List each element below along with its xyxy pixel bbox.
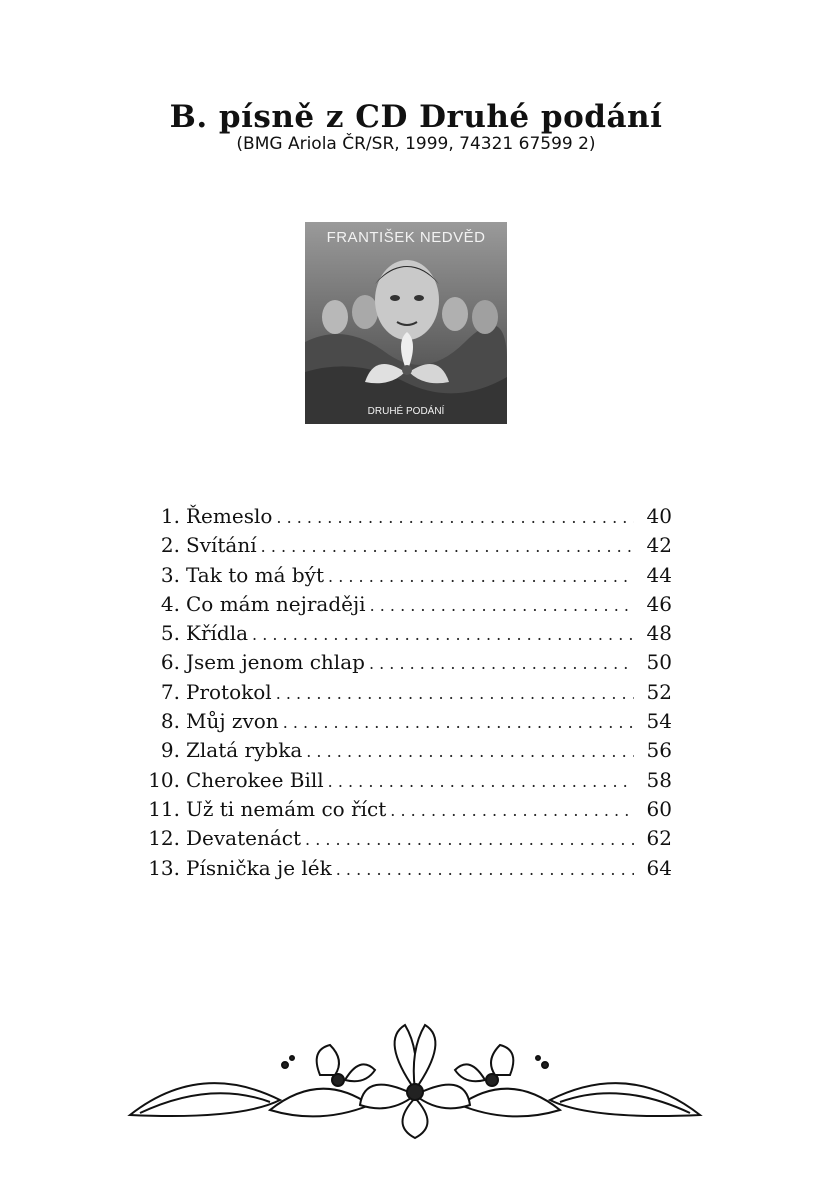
song-number: 12. — [148, 826, 180, 851]
song-row — [140, 504, 672, 533]
song-title: Cherokee Bill — [186, 767, 324, 792]
dot-leader — [306, 742, 634, 761]
song-row — [140, 592, 672, 621]
dot-leader — [305, 830, 634, 849]
floral-ornament — [120, 1020, 710, 1140]
song-page-number: 60 — [646, 796, 672, 821]
cover-artist-text: FRANTIŠEK NEDVĚD — [326, 229, 486, 246]
dot-leader — [336, 860, 634, 879]
song-row — [140, 826, 672, 855]
song-title: Písnička je lék — [186, 855, 332, 880]
song-row — [140, 797, 672, 826]
dot-leader — [283, 713, 634, 732]
song-page-number: 42 — [646, 533, 672, 558]
dot-leader — [328, 772, 634, 791]
song-page-number: 62 — [646, 826, 672, 851]
song-title: Už ti nemám co říct — [186, 796, 387, 821]
song-page-number: 56 — [646, 738, 672, 763]
song-page-number: 64 — [646, 855, 672, 880]
song-number: 4. — [160, 591, 180, 616]
song-title: Svítání — [186, 533, 257, 558]
dot-leader — [276, 508, 634, 527]
cover-album-text: DRUHÉ PODÁNÍ — [367, 406, 445, 417]
song-number: 3. — [160, 562, 180, 587]
song-page-number: 52 — [646, 679, 672, 704]
song-number: 5. — [160, 621, 180, 646]
dot-leader — [276, 684, 634, 703]
song-page-number: 48 — [646, 621, 672, 646]
song-number: 8. — [160, 709, 180, 734]
song-number: 1. — [160, 504, 180, 528]
song-number: 10. — [148, 767, 180, 792]
song-row — [140, 738, 672, 767]
song-page-number: 46 — [646, 591, 672, 616]
song-number: 7. — [160, 679, 180, 704]
dot-leader — [390, 801, 634, 820]
song-title: Devatenáct — [186, 826, 302, 851]
dot-leader — [252, 625, 634, 644]
song-title: Jsem jenom chlap — [186, 650, 365, 675]
song-title: Protokol — [186, 679, 272, 704]
song-page-number: 50 — [646, 650, 672, 675]
song-row — [140, 533, 672, 562]
song-row — [140, 650, 672, 679]
dot-leader — [370, 596, 634, 615]
song-title: Křídla — [186, 621, 249, 646]
song-title: Co mám nejraději — [186, 591, 366, 616]
album-cover-image — [305, 222, 507, 424]
song-title: Můj zvon — [186, 709, 279, 734]
song-row — [140, 856, 672, 885]
song-title: Zlatá rybka — [186, 738, 303, 763]
song-number: 13. — [148, 855, 180, 880]
dot-leader — [328, 567, 634, 586]
dot-leader — [261, 537, 634, 556]
song-number: 2. — [160, 533, 180, 558]
song-row — [140, 563, 672, 592]
song-page-number: 58 — [646, 767, 672, 792]
song-row — [140, 680, 672, 709]
dot-leader — [369, 654, 634, 673]
song-number: 11. — [148, 796, 180, 821]
song-page-number: 44 — [646, 562, 672, 587]
song-number: 6. — [160, 650, 180, 675]
song-title: Tak to má být — [186, 562, 325, 587]
page-title: B. písně z CD Druhé podání — [169, 98, 663, 135]
song-title: Řemeslo — [186, 504, 273, 528]
album-release-info: (BMG Ariola ČR/SR, 1999, 74321 67599 2) — [236, 134, 596, 154]
song-number: 9. — [160, 738, 180, 763]
song-page-number: 54 — [646, 709, 672, 734]
song-page-number: 40 — [646, 504, 672, 528]
song-row — [140, 709, 672, 738]
song-row — [140, 768, 672, 797]
song-row — [140, 621, 672, 650]
song-list — [140, 504, 672, 885]
